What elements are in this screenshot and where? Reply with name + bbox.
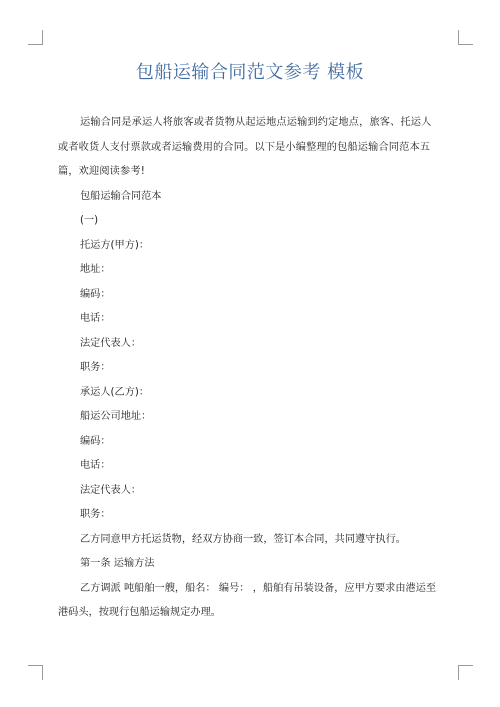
carrier-postcode-field: 编码： [80, 435, 111, 447]
carrier-legal-rep-field: 法定代表人： [80, 484, 142, 496]
crop-mark-top-right [458, 30, 473, 45]
shipper-address-field: 地址： [80, 264, 111, 275]
shipper-phone-field: 电话： [80, 313, 111, 324]
contract-heading: 包船运输合同范本 [80, 190, 162, 202]
document-title: 包船运输合同范文参考 模板 [135, 62, 365, 83]
carrier-phone-field: 电话： [80, 460, 111, 471]
crop-mark-top-left [28, 30, 43, 45]
shipper-party-field: 托运方(甲方)： [80, 239, 150, 251]
agreement-statement: 乙方同意甲方托运货物，经双方协商一致，签订本合同，共同遵守执行。 [80, 533, 406, 545]
carrier-party-field: 承运人(乙方)： [80, 386, 150, 398]
article-one-heading: 第一条 运输方法 [80, 558, 155, 569]
shipper-position-field: 职务： [80, 362, 111, 373]
crop-mark-bottom-left [28, 665, 43, 680]
article-one-paragraph: 乙方调派 吨船舶一艘，船名： 编号： ，船舶有吊装设备，应甲方要求由港运至港码头，按现行包船运输规定办理。 [58, 582, 437, 618]
carrier-address-field: 船运公司地址： [80, 411, 152, 422]
shipper-postcode-field: 编码： [80, 288, 111, 300]
carrier-position-field: 职务： [80, 509, 111, 520]
shipper-legal-rep-field: 法定代表人： [80, 337, 142, 349]
section-number: (一) [80, 215, 99, 226]
crop-mark-bottom-right [458, 665, 473, 680]
document-body [58, 111, 440, 626]
intro-paragraph: 运输合同是承运人将旅客或者货物从起运地点运输到约定地点，旅客、托运人或者收货人支付票款或者运输费用的合同。以下是小编整理的包船运输合同范本五篇，欢迎阅读参考! [58, 117, 432, 177]
